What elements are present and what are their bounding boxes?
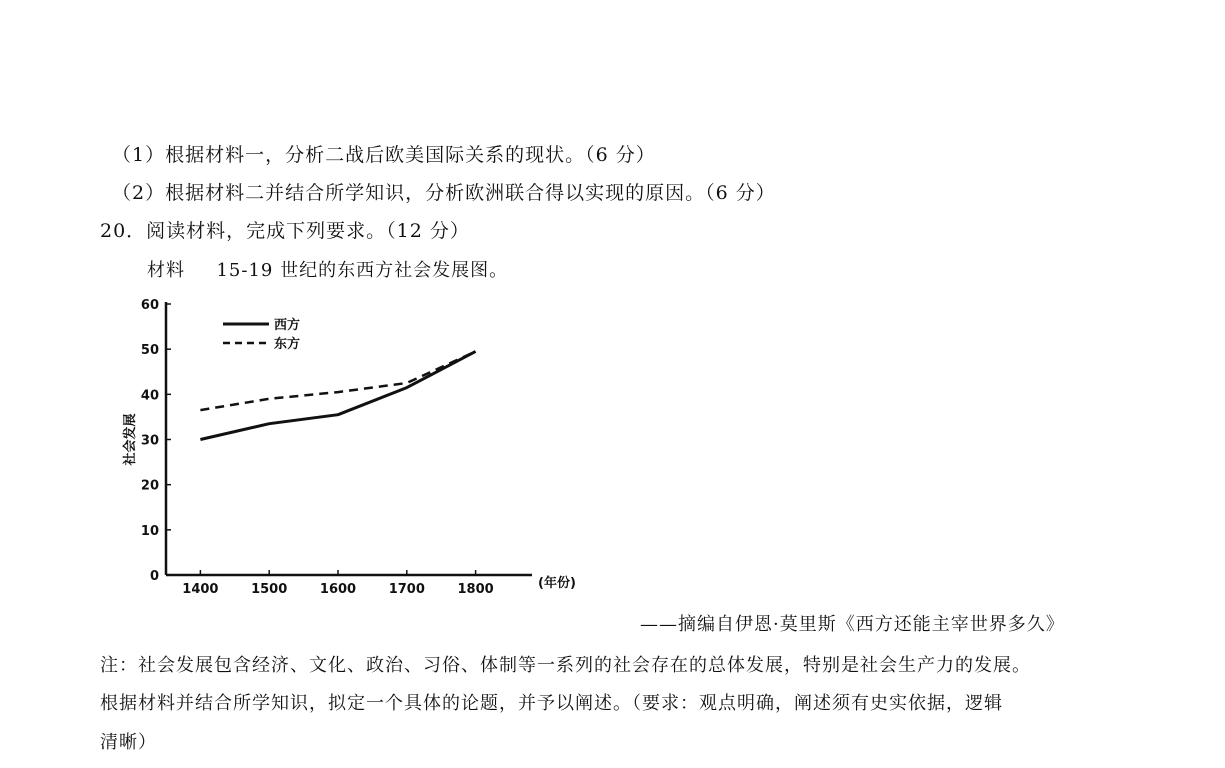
chart-axes	[166, 302, 532, 575]
x-tick-label: 1500	[251, 582, 288, 597]
y-axis-label: 社会发展	[123, 413, 138, 466]
social-development-chart	[110, 292, 610, 604]
legend-label: 西方	[274, 318, 301, 333]
material-caption-text: 15-19 世纪的东西方社会发展图。	[216, 260, 509, 281]
x-tick-label: 1600	[319, 582, 357, 597]
legend-label: 东方	[274, 337, 301, 352]
y-tick-label: 0	[149, 569, 159, 584]
y-tick-label: 10	[140, 523, 159, 539]
y-tick-label: 20	[140, 478, 159, 494]
material-label: 材料	[147, 260, 185, 281]
chart-lines	[200, 351, 475, 439]
x-tick-label: 1700	[388, 582, 425, 597]
material-caption	[147, 256, 508, 282]
x-tick-label: 1800	[457, 582, 494, 597]
question-2: （2）根据材料二并结合所学知识，分析欧洲联合得以实现的原因。（6 分）	[112, 182, 776, 204]
instruction-line-1: 根据材料并结合所学知识，拟定一个具体的论题，并予以阐述。（要求：观点明确，阐述须有史实依据，逻辑	[100, 693, 1003, 714]
chart-legend	[223, 317, 300, 352]
instruction-line-2: 清晰）	[100, 732, 157, 753]
y-tick-label: 40	[140, 388, 159, 404]
series-line-west	[200, 351, 475, 439]
note-text: 注：社会发展包含经济、文化、政治、习俗、体制等一系列的社会存在的总体发展，特别是社会生产力的发展。	[100, 655, 1031, 676]
series-line-east	[200, 351, 475, 410]
source-citation: ——摘编自伊恩·莫里斯《西方还能主宰世界多久》	[640, 614, 1065, 635]
y-tick-label: 60	[140, 298, 159, 313]
question-20: 20．阅读材料，完成下列要求。（12 分）	[100, 220, 470, 242]
y-tick-label: 50	[140, 343, 159, 359]
question-1: （1）根据材料一，分析二战后欧美国际关系的现状。（6 分）	[112, 144, 656, 166]
x-tick-label: 1400	[182, 582, 219, 597]
chart-ticks	[141, 298, 494, 597]
y-tick-label: 30	[140, 433, 159, 449]
x-axis-label: (年份)	[538, 576, 576, 591]
